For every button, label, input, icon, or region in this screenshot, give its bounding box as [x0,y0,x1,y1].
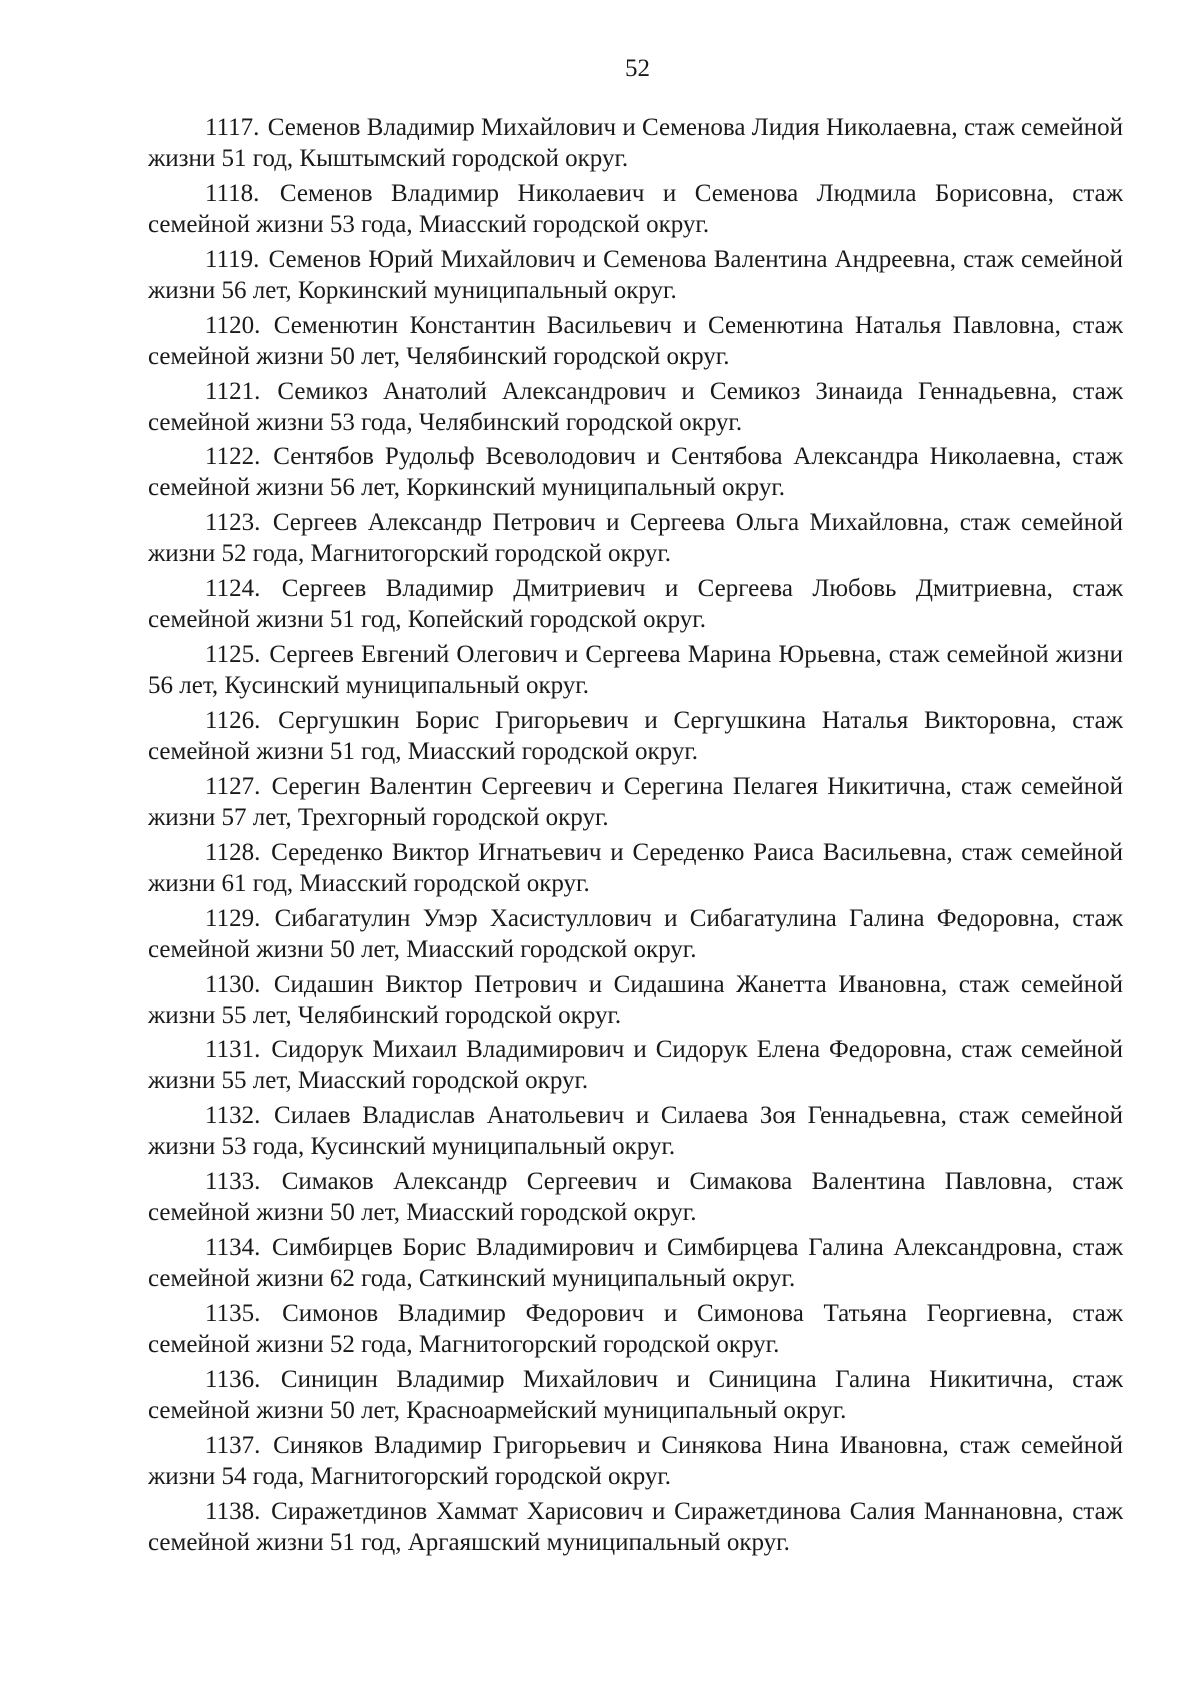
entry-text: Синицин Владимир Михайлович и Синицина Галина Никитична, стаж семейной жизни 50 лет, Красноармейский муниципальный округ. [148,1365,1124,1424]
list-item [148,903,1123,965]
list-item [148,310,1123,372]
entry-number: 1134. [205,1234,261,1262]
list-item [148,507,1123,569]
entry-text: Семенов Юрий Михайлович и Семенова Валентина Андреевна, стаж семейной жизни 56 лет, Коркинский муниципальный округ. [148,245,1124,304]
list-item [148,771,1123,833]
list-item [148,1034,1123,1096]
list-item [148,1364,1123,1426]
entry-text: Сергушкин Борис Григорьевич и Сергушкина Наталья Викторовна, стаж семейной жизни 51 год, Миасский городской округ. [148,707,1123,766]
entry-number: 1138. [205,1497,261,1525]
entry-number: 1127. [205,772,261,800]
list-item [148,639,1123,701]
entry-text: Сиражетдинов Хаммат Харисович и Сиражетдинова Салия Маннановна, стаж семейной жизни 51 год, Аргаяшский муниципальный округ. [148,1497,1123,1556]
entry-number: 1130. [205,970,261,998]
entry-text: Сергеев Евгений Олегович и Сергеева Марина Юрьевна, стаж семейной жизни 56 лет, Кусинский муниципальный округ. [148,641,1124,700]
entry-number: 1135. [205,1300,261,1328]
entry-text: Сидашин Виктор Петрович и Сидашина Жанетта Ивановна, стаж семейной жизни 55 лет, Челябинский городской округ. [148,970,1124,1029]
entry-number: 1117. [205,114,260,141]
entry-number: 1136. [205,1365,261,1393]
entry-text: Сидорук Михаил Владимирович и Сидорук Елена Федоровна, стаж семейной жизни 55 лет, Миасский городской округ. [148,1036,1124,1095]
entry-text: Симаков Александр Сергеевич и Симакова Валентина Павловна, стаж семейной жизни 50 лет, Миасский городской округ. [148,1168,1123,1227]
entry-number: 1124. [205,575,261,603]
entry-number: 1119. [205,245,260,273]
entry-text: Синяков Владимир Григорьевич и Синякова Нина Ивановна, стаж семейной жизни 54 года, Магнитогорский городской округ. [148,1431,1124,1490]
list-item [148,1298,1123,1360]
entry-text: Семенов Владимир Николаевич и Семенова Людмила Борисовна, стаж семейной жизни 53 года, Миасский городской округ. [148,179,1123,238]
entry-text: Семикоз Анатолий Александрович и Семикоз Зинаида Геннадьевна, стаж семейной жизни 53 года, Челябинский городской округ. [148,377,1123,436]
entry-text: Симбирцев Борис Владимирович и Симбирцева Галина Александровна, стаж семейной жизни 62 года, Саткинский муниципальный округ. [148,1234,1124,1293]
entry-number: 1128. [205,838,261,866]
list-item [148,244,1123,306]
list-item [148,178,1123,240]
entry-text: Серегин Валентин Сергеевич и Серегина Пелагея Никитична, стаж семейной жизни 57 лет, Трехгорный городской округ. [148,772,1124,831]
entry-number: 1122. [205,443,261,471]
entry-number: 1131. [205,1036,261,1064]
entry-number: 1129. [205,904,261,932]
entry-number: 1121. [205,377,261,405]
entry-number: 1137. [205,1431,261,1459]
list-item [148,441,1123,503]
entry-text: Сибагатулин Умэр Хасистуллович и Сибагатулина Галина Федоровна, стаж семейной жизни 50 лет, Миасский городской округ. [148,904,1123,963]
list-item [148,1496,1123,1558]
list-item [148,1166,1123,1228]
entry-number: 1125. [205,641,261,669]
list-item [148,1232,1123,1294]
list-item [148,112,1123,174]
entry-text: Силаев Владислав Анатольевич и Силаева Зоя Геннадьевна, стаж семейной жизни 53 года, Кусинский муниципальный округ. [148,1102,1124,1161]
list-item [148,969,1123,1031]
entry-text: Сергеев Александр Петрович и Сергеева Ольга Михайловна, стаж семейной жизни 52 года, Магнитогорский городской округ. [148,509,1123,568]
list-item [148,376,1123,438]
entry-number: 1132. [205,1102,261,1130]
list-item [148,573,1123,635]
list-item [148,705,1123,767]
entry-number: 1126. [205,707,261,735]
entry-number: 1133. [205,1168,261,1196]
list-item [148,1430,1123,1492]
entry-text: Середенко Виктор Игнатьевич и Середенко Раиса Васильевна, стаж семейной жизни 61 год, Миасский городской округ. [148,838,1123,897]
entry-text: Семенютин Константин Васильевич и Семенютина Наталья Павловна, стаж семейной жизни 50 лет, Челябинский городской округ. [148,311,1123,370]
list-item [148,837,1123,899]
entry-number: 1120. [205,311,261,339]
list-item [148,1100,1123,1162]
entry-number: 1118. [205,179,260,207]
entry-list [148,112,1123,1562]
page-number: 52 [625,55,650,82]
entry-text: Сергеев Владимир Дмитриевич и Сергеева Любовь Дмитриевна, стаж семейной жизни 51 год, Копейский городской округ. [148,575,1124,634]
entry-text: Сентябов Рудольф Всеволодович и Сентябова Александра Николаевна, стаж семейной жизни 56 лет, Коркинский муниципальный округ. [148,443,1124,502]
entry-text: Симонов Владимир Федорович и Симонова Татьяна Георгиевна, стаж семейной жизни 52 года, Магнитогорский городской округ. [148,1300,1123,1359]
entry-text: Семенов Владимир Михайлович и Семенова Лидия Николаевна, стаж семейной жизни 51 год, Кыштымский городской округ. [148,114,1124,172]
entry-number: 1123. [205,509,261,537]
